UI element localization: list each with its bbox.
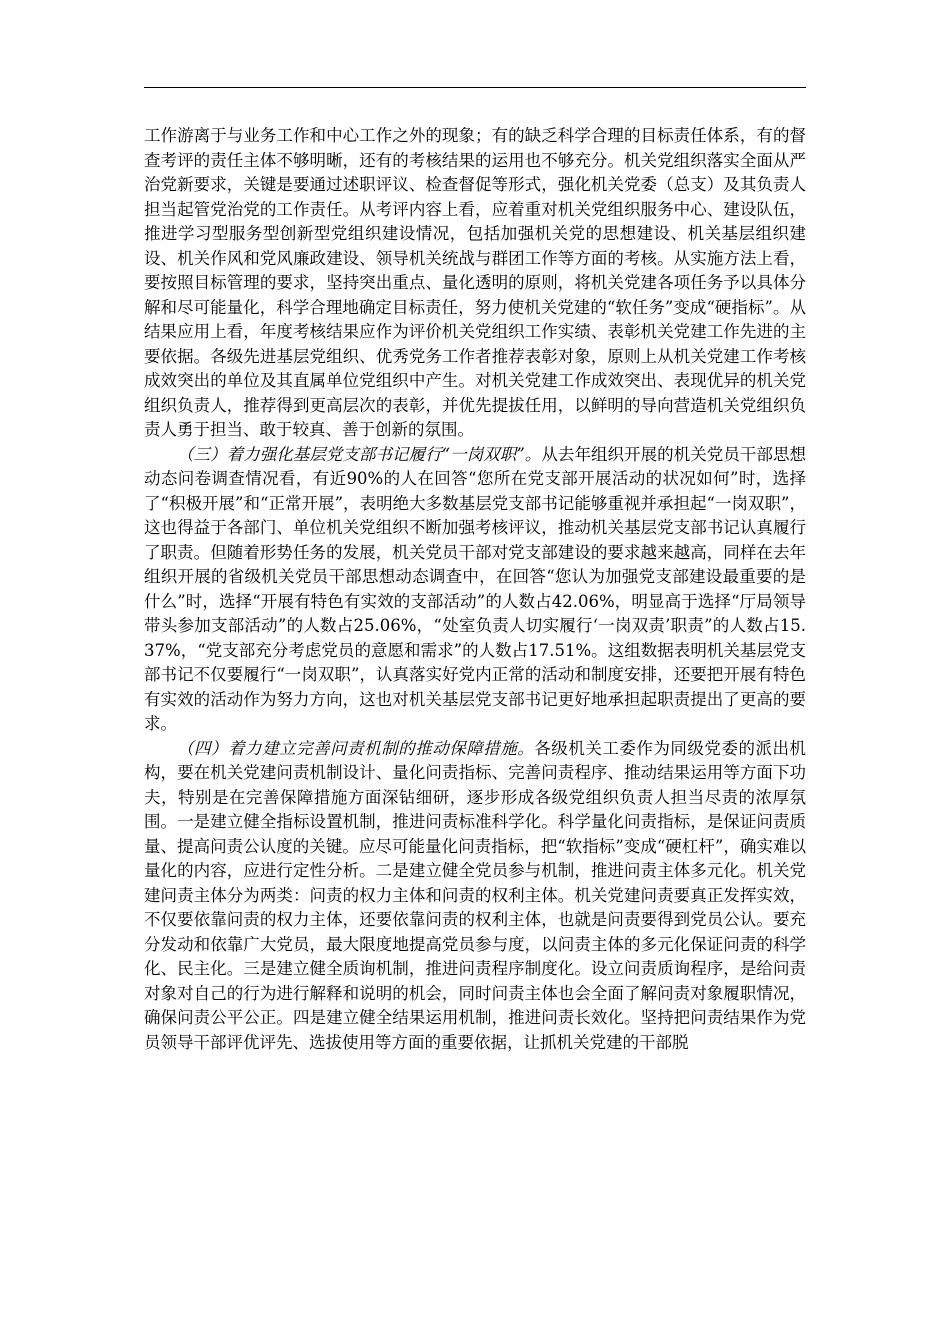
section-heading: （四）着力建立完善问责机制的推动保障措施。 (177, 738, 535, 758)
header-rule (144, 87, 806, 88)
paragraph-continuation (144, 124, 806, 443)
paragraph-text: 工作游离于与业务工作和中心工作之外的现象；有的缺乏科学合理的目标责任体系，有的督查考评的责任主体不够明晰，还有的考核结果的运用也不够充分。机关党组织落实全面从严治党新要求，关键是要通过述职评议、检查督促等形式，强化机关党委（总支）及其负责人担当起管党治党的工作责任。从考评内容上看，应着重对机关党组织服务中心、建设队伍，推进学习型服务型创新型党组织建设情况，包括加强机关党的思想建设、机关基层组织建设、机关作风和党风廉政建设、领导机关统战与群团工作等方面的考核。从实施方法上看，要按照目标管理的要求，坚持突出重点、量化透明的原则，将机关党建各项任务予以具体分解和尽可能量化，科学合理地确定目标责任，努力使机关党建的“软任务”变成“硬指标”。从结果应用上看，年度考核结果应作为评价机关党组织工作实绩、表彰机关党建工作先进的主要依据。各级先进基层党组织、优秀党务工作者推荐表彰对象，原则上从机关党建工作考核成效突出的单位及其直属单位党组织中产生。对机关党建工作成效突出、表现优异的机关党组织负责人，推荐得到更高层次的表彰，并优先提拔任用，以鲜明的导向营造机关党组织负责人勇于担当、敢于较真、善于创新的氛围。 (144, 126, 806, 439)
paragraph-section-4 (144, 737, 806, 1056)
body-text (144, 124, 806, 1055)
section-heading: （三）着力强化基层党支部书记履行“一岗双职”。 (177, 444, 542, 464)
paragraph-section-3 (144, 443, 806, 737)
paragraph-text: 各级机关工委作为同级党委的派出机构，要在机关党建问责机制设计、量化问责指标、完善问责程序、推动结果运用等方面下功夫，特别是在完善保障措施方面深钻细研，逐步形成各级党组织负责人担当尽责的浓厚氛围。一是建立健全指标设置机制，推进问责标准科学化。科学量化问责指标，是保证问责质量、提高问责公认度的关键。应尽可能量化问责指标，把“软指标”变成“硬杠杆”，确实难以量化的内容，应进行定性分析。二是建立健全党员参与机制，推进问责主体多元化。机关党建问责主体分为两类：问责的权力主体和问责的权利主体。机关党建问责要真正发挥实效，不仅要依靠问责的权力主体，还要依靠问责的权利主体，也就是问责要得到党员公认。要充分发动和依靠广大党员，最大限度地提高党员参与度，以问责主体的多元化保证问责的科学化、民主化。三是建立健全质询机制，推进问责程序制度化。设立问责质询程序，是给问责对象对自己的行为进行解释和说明的机会，同时问责主体也会全面了解问责对象履职情况，确保问责公平公正。四是建立健全结果运用机制，推进问责长效化。坚持把问责结果作为党员领导干部评优评先、选拔使用等方面的重要依据，让抓机关党建的干部脱 (144, 738, 807, 1052)
paragraph-text: 从去年组织开展的机关党员干部思想动态问卷调查情况看，有近90%的人在回答“您所在党支部开展活动的状况如何”时，选择了“积极开展”和“正常开展”，表明绝大多数基层党支部书记能够重视并承担起“一岗双职”，这也得益于各部门、单位机关党组织不断加强考核评议，推动机关基层党支部书记认真履行了职责。但随着形势任务的发展，机关党员干部对党支部建设的要求越来越高，同样在去年组织开展的省级机关党员干部思想动态调查中，在回答“您认为加强党支部建设最重要的是什么”时，选择“开展有特色有实效的支部活动”的人数占42.06%，明显高于选择“厅局领导带头参加支部活动”的人数占25.06%，“处室负责人切实履行‘一岗双责’职责”的人数占15.37%，“党支部充分考虑党员的意愿和需求”的人数占17.51%。这组数据表明机关基层党支部书记不仅要履行“一岗双职”，认真落实好党内正常的活动和制度安排，还要把开展有特色有实效的活动作为努力方向，这也对机关基层党支部书记更好地承担起职责提出了更高的要求。 (144, 444, 807, 733)
